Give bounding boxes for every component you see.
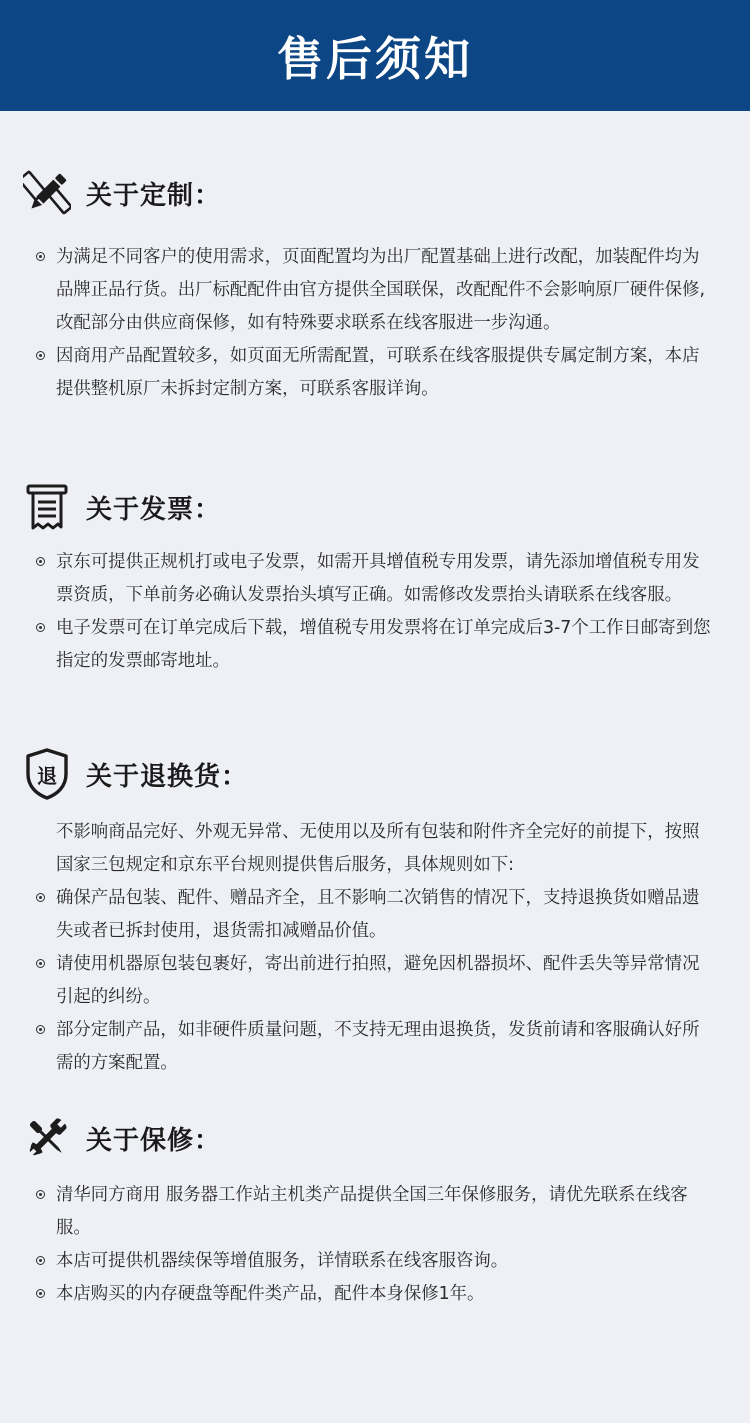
section-header: [22, 1113, 221, 1163]
bullet-icon: [36, 1256, 45, 1265]
list-item: [36, 882, 716, 948]
list-item: [36, 948, 716, 1014]
section-body: [36, 1179, 716, 1311]
list-item-text: 因商用产品配置较多，如页面无所需配置，可联系在线客服提供专属定制方案，本店提供整机原厂未拆封定制方案，可联系客服详询。: [56, 346, 700, 399]
bullet-icon: [36, 1190, 45, 1199]
section-title: 关于保修：: [86, 1125, 222, 1156]
list-item: [36, 340, 716, 406]
section-header: [22, 168, 221, 218]
list-item: [36, 1278, 716, 1311]
pencil-ruler-icon: [22, 168, 72, 218]
section-title: 关于退换货：: [86, 761, 249, 792]
bullet-icon: [36, 959, 45, 968]
return-icon-glyph: 退: [37, 763, 57, 788]
section-body: [36, 816, 716, 1080]
list-item-text: 本店购买的内存硬盘等配件类产品，配件本身保修1年。: [56, 1284, 485, 1304]
list-item: [36, 546, 716, 612]
bullet-icon: [36, 557, 45, 566]
list-item: [36, 1014, 716, 1080]
list-item-text: 电子发票可在订单完成后下载，增值税专用发票将在订单完成后3-7个工作日邮寄到您指定的发票邮寄地址。: [56, 618, 711, 671]
list-item: [36, 612, 716, 678]
bullet-icon: [36, 1289, 45, 1298]
page-title: 售后须知: [277, 31, 473, 86]
bullet-icon: [36, 351, 45, 360]
list-item-text: 部分定制产品，如非硬件质量问题，不支持无理由退换货，发货前请和客服确认好所需的方案配置。: [56, 1020, 700, 1073]
list-item-text: 请使用机器原包装包裹好，寄出前进行拍照，避免因机器损坏、配件丢失等异常情况引起的纠纷。: [56, 954, 700, 1007]
tools-icon: [22, 1113, 72, 1163]
header-banner: [0, 0, 750, 111]
list-item-text: 清华同方商用 服务器工作站主机类产品提供全国三年保修服务，请优先联系在线客服。: [56, 1185, 688, 1238]
return-shield-icon: [22, 749, 72, 799]
list-item-text: 本店可提供机器续保等增值服务，详情联系在线客服咨询。: [56, 1251, 509, 1271]
section-body: [36, 241, 716, 406]
list-item: [36, 241, 716, 340]
list-item: [36, 1245, 716, 1278]
section-intro: 不影响商品完好、外观无异常、无使用以及所有包装和附件齐全完好的前提下，按照国家三包规定和京东平台规则提供售后服务，具体规则如下:: [56, 822, 700, 875]
section-body: [36, 546, 716, 678]
section-title: 关于发票：: [86, 494, 222, 525]
section-title: 关于定制：: [86, 180, 222, 211]
bullet-icon: [36, 1025, 45, 1034]
bullet-icon: [36, 893, 45, 902]
section-header: [22, 749, 248, 799]
list-item-text: 为满足不同客户的使用需求，页面配置均为出厂配置基础上进行改配，加装配件均为品牌正品行货。出厂标配配件由官方提供全国联保，改配配件不会影响原厂硬件保修,改配部分由供应商保修，如有特殊要求联系在线客服进一步沟通。: [56, 247, 705, 333]
list-item-text: 确保产品包装、配件、赠品齐全，且不影响二次销售的情况下，支持退换货如赠品遗失或者已拆封使用，退货需扣减赠品价值。: [56, 888, 700, 941]
bullet-icon: [36, 623, 45, 632]
list-item: [36, 1179, 716, 1245]
receipt-icon: [22, 482, 72, 532]
section-header: [22, 482, 221, 532]
list-item-text: 京东可提供正规机打或电子发票，如需开具增值税专用发票，请先添加增值税专用发票资质，下单前务必确认发票抬头填写正确。如需修改发票抬头请联系在线客服。: [56, 552, 700, 605]
bullet-icon: [36, 252, 45, 261]
